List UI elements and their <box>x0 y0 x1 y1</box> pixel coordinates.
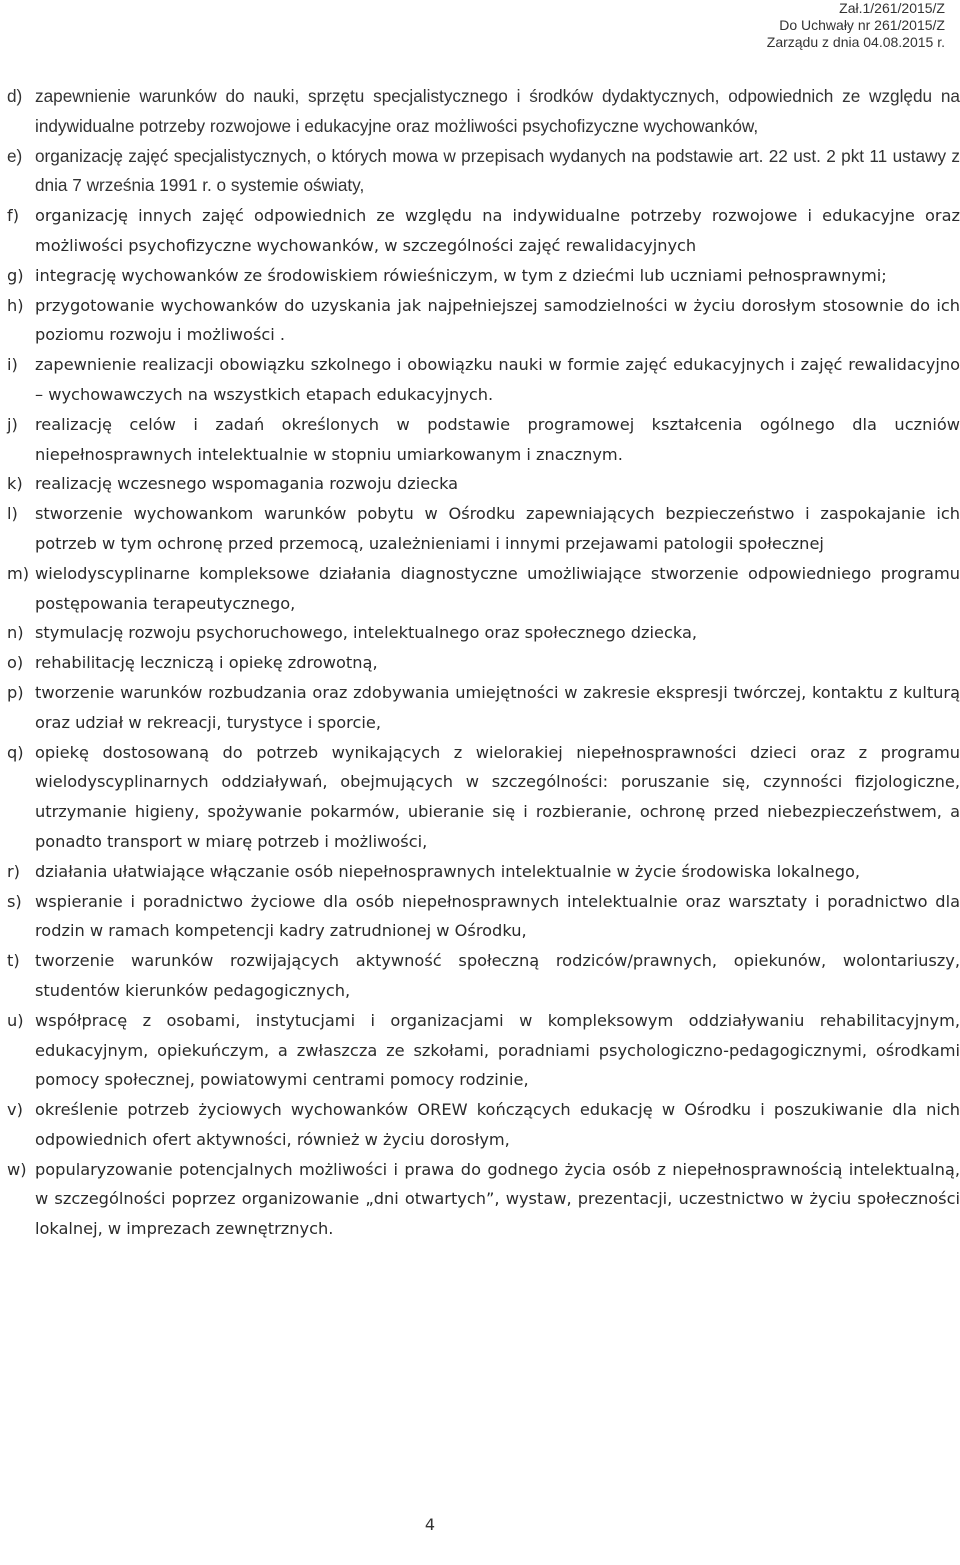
list-item <box>7 1006 960 1095</box>
list-item-text: współpracę z osobami, instytucjami i organizacjami w kompleksowym oddziaływaniu rehabilitacyjnym, edukacyjnym, opiekuńczym, a zwłaszcza ze szkołami, poradniami psychologiczno-pedagogicznymi, ośrodkami pomocy społecznej, powiatowymi centrami pomocy rodzinie, <box>35 1010 960 1090</box>
attachment-reference: Zał.1/261/2015/Z <box>839 0 945 16</box>
list-item-letter: r) <box>7 861 20 881</box>
list-item-text: organizację innych zajęć odpowiednich ze względu na indywidualne potrzeby rozwojowe i edukacyjne oraz możliwości psychofizyczne wychowanków, w szczególności zajęć rewalidacyjnych <box>35 206 960 255</box>
list-item-letter: q) <box>7 742 24 762</box>
list-item-letter: l) <box>7 504 18 524</box>
list-item <box>7 499 960 559</box>
list-item-letter: t) <box>7 951 20 971</box>
list-item-letter: g) <box>7 265 24 285</box>
board-date: Zarządu z dnia 04.08.2015 r. <box>766 34 945 50</box>
list-item <box>7 1155 960 1244</box>
list-item <box>7 291 960 351</box>
list-item <box>7 142 960 202</box>
list-item-text: zapewnienie realizacji obowiązku szkolnego i obowiązku nauki w formie zajęć edukacyjnych i zajęć rewalidacyjno – wychowawczych na wszystkich etapach edukacyjnych. <box>35 355 960 404</box>
list-item-letter: v) <box>7 1100 23 1120</box>
list-item-letter: i) <box>7 355 18 375</box>
list-item <box>7 946 960 1006</box>
list-item <box>7 261 960 291</box>
list-item-text: rehabilitację leczniczą i opiekę zdrowotną, <box>35 653 378 673</box>
list-item <box>7 738 960 857</box>
list-item-letter: m) <box>7 563 30 583</box>
page-number: 4 <box>424 1515 436 1534</box>
list-item-text: realizację celów i zadań określonych w podstawie programowej kształcenia ogólnego dla uczniów niepełnosprawnych intelektualnie w stopniu umiarkowanym i znacznym. <box>35 414 960 464</box>
list-item-text: wspieranie i poradnictwo życiowe dla osób niepełnosprawnych intelektualnie oraz warsztaty i poradnictwo dla rodzin w ramach kompetencji kadry zatrudnionej w Ośrodku, <box>35 891 960 941</box>
list-item-text: popularyzowanie potencjalnych możliwości i prawa do godnego życia osób z niepełnosprawnością intelektualną, w szczególności poprzez organizowanie „dni otwartych”, wystaw, prezentacji, uczestnictwo w życiu społeczności lokalnej, w imprezach zewnętrznych. <box>35 1159 960 1239</box>
list-item <box>7 618 960 648</box>
list-item-text: tworzenie warunków rozbudzania oraz zdobywania umiejętności w zakresie ekspresji twórczej, kontaktu z kulturą oraz udział w rekreacji, turystyce i sporcie, <box>35 682 960 732</box>
list-item-text: opiekę dostosowaną do potrzeb wynikających z wielorakiej niepełnosprawności dzieci oraz z programu wielodyscyplinarnych oddziaływań, obejmujących w szczególności: poruszanie się, czynności fizjologiczne, utrzymanie higieny, spożywanie pokarmów, ubieranie się i rozbieranie, ochronę przed niebezpieczeństwem, a ponadto transport w miarę potrzeb i możliwości, <box>35 742 960 851</box>
attachment-header <box>767 0 945 51</box>
list-item <box>7 648 960 678</box>
task-list <box>7 82 960 1244</box>
list-item-letter: j) <box>7 414 18 434</box>
list-item <box>7 559 960 619</box>
list-item-text: realizację wczesnego wspomagania rozwoju dziecka <box>35 474 459 494</box>
list-item <box>7 201 960 261</box>
list-item-letter: s) <box>7 891 22 911</box>
list-item-text: zapewnienie warunków do nauki, sprzętu specjalistycznego i środków dydaktycznych, odpowiednich ze względu na indywidualne potrzeby rozwojowe i edukacyjne oraz możliwości psychofizyczne wychowanków, <box>35 86 960 136</box>
list-item <box>7 857 960 887</box>
list-item <box>7 887 960 947</box>
list-item-letter: e) <box>7 145 23 166</box>
list-item <box>7 82 960 142</box>
list-item-letter: n) <box>7 623 24 643</box>
list-item-text: organizację zajęć specjalistycznych, o których mowa w przepisach wydanych na podstawie art. 22 ust. 2 pkt 11 ustawy z dnia 7 września 1991 r. o systemie oświaty, <box>35 145 960 196</box>
list-item-letter: w) <box>7 1159 27 1179</box>
list-item-text: stworzenie wychowankom warunków pobytu w Ośrodku zapewniających bezpieczeństwo i zaspokajanie ich potrzeb w tym ochronę przed przemocą, uzależnieniami i innymi przejawami patologii społecznej <box>35 504 960 553</box>
list-item-text: tworzenie warunków rozwijających aktywność społeczną rodziców/prawnych, opiekunów, wolontariuszy, studentów kierunków pedagogicznych, <box>35 951 960 1000</box>
list-item-text: wielodyscyplinarne kompleksowe działania diagnostyczne umożliwiające stworzenie odpowiedniego programu postępowania terapeutycznego, <box>35 563 960 613</box>
list-item <box>7 1095 960 1155</box>
list-item <box>7 469 960 499</box>
list-item-letter: p) <box>7 682 24 702</box>
list-item <box>7 410 960 470</box>
list-item-letter: d) <box>7 86 23 106</box>
list-item-letter: f) <box>7 206 20 226</box>
resolution-reference: Do Uchwały nr 261/2015/Z <box>779 17 945 33</box>
list-item-letter: h) <box>7 295 24 315</box>
list-item-text: określenie potrzeb życiowych wychowanków OREW kończących edukację w Ośrodku i poszukiwanie dla nich odpowiednich ofert aktywności, również w życiu dorosłym, <box>35 1100 960 1149</box>
list-item-text: przygotowanie wychowanków do uzyskania jak najpełniejszej samodzielności w życiu dorosłym stosownie do ich poziomu rozwoju i możliwości . <box>35 295 960 345</box>
list-item-letter: o) <box>7 653 24 673</box>
list-item-letter: u) <box>7 1010 24 1030</box>
list-item-text: integrację wychowanków ze środowiskiem rówieśniczym, w tym z dziećmi lub uczniami pełnosprawnymi; <box>35 265 887 285</box>
list-item <box>7 350 960 410</box>
list-item-letter: k) <box>7 474 23 494</box>
list-item-text: działania ułatwiające włączanie osób niepełnosprawnych intelektualnie w życie środowiska lokalnego, <box>35 861 861 881</box>
list-item-text: stymulację rozwoju psychoruchowego, intelektualnego oraz społecznego dziecka, <box>35 623 698 643</box>
list-item <box>7 678 960 738</box>
